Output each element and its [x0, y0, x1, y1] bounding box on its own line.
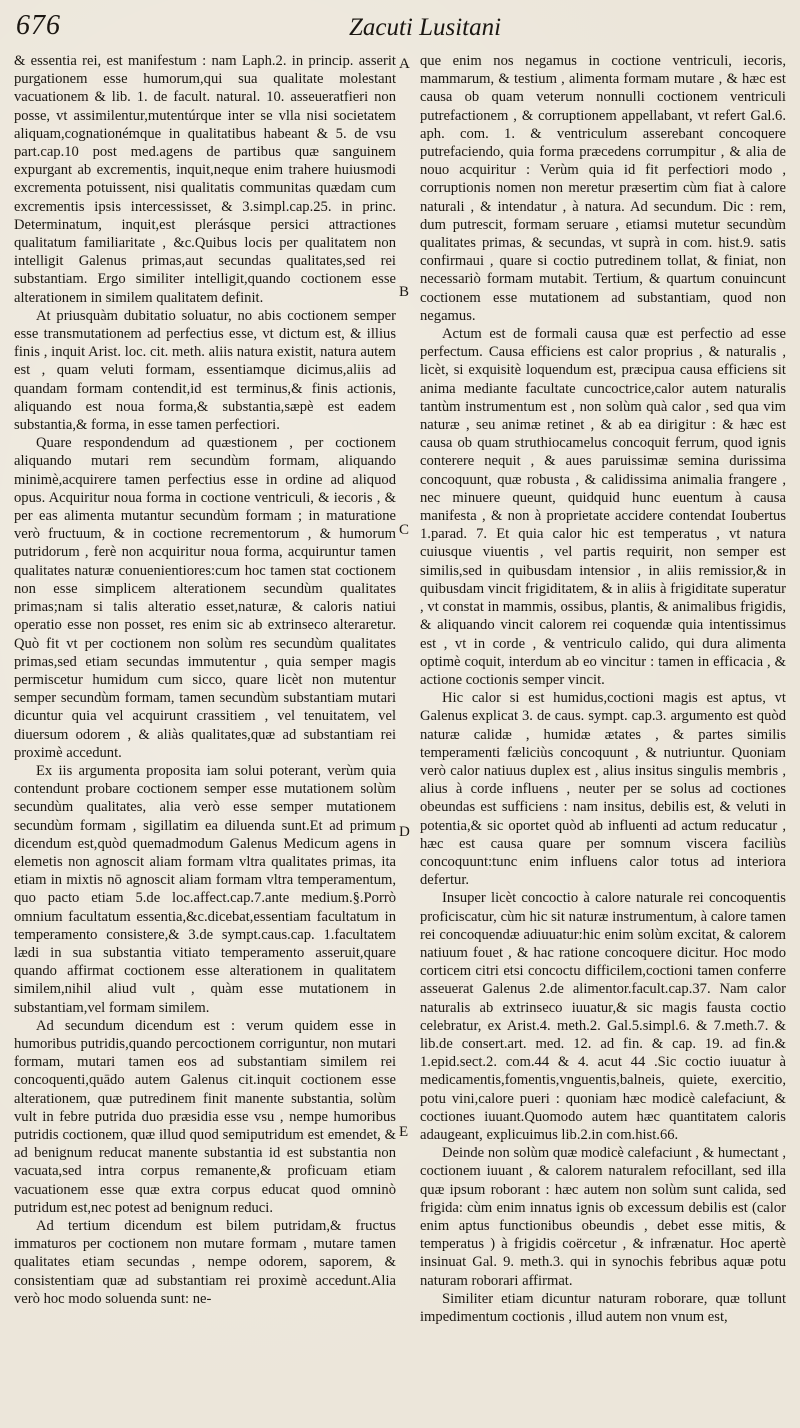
right-text-column: [420, 52, 786, 1424]
paragraph: Hic calor si est humidus,coctioni magis est aptus, vt Galenus explicat 3. de caus. sympt. cap.3. argumento est quòd naturæ calidæ , humidæ ætates , & partes similis temperamenti fæliciùs concoquunt , & nutriuntur. Quoniam verò calor natiuus duplex est , alius insitus singulis membris , alius à corde influens , neuter per se solus ad coctiones obeundas est sufficiens : nam insitus, debilis est, & veluti in potentia,& sic oportet quòd ab influenti ad actum reducatur , hæc est causa quare per somnum viscera faciliùs concoquunt:tunc enim influens calor totus ad interiora defertur.: [420, 690, 786, 889]
paragraph: Ex iis argumenta proposita iam solui poterant, verùm quia contendunt probare coctionem semper esse mutationem solùm secundùm qualitates, alia verò esse semper mutationem secundùm formam , sigillatim ea diluenda sunt.Et ad primum dicendum est,quòd quemadmodum Galenus Medicum agens in elemetis non agnoscit aliam formam vltra qualitates primas, ita etiam in mixtis nō agnoscit aliam formam vltra temperamentum, quo pacto etiam 5.de loc.affect.cap.7.ante medium.§.Porrò omnium facultatum essentia,&c.dicebat,essentiam facultatum in temperamento consistere,& 3.de sympt.caus.cap. 1.facultatem lædi in sua substantia vitiato temperamento asseruit,quare quando affirmat coctionem esse alterationem in qualitatem similem,nihil aliud vult , quàm esse mutationem in substantiam,vel formam similem.: [14, 762, 396, 1016]
paragraph: Insuper licèt concoctio à calore naturale rei concoquentis proficiscatur, cùm hic sit naturæ instrumentum, à calore tamen rei concoquendæ adiuuatur:hic enim solùm excitat, & calorem natiuum fouet , & hac ratione concoquere dicitur. Hoc modo corticem citri etsi concoctu difficilem,coctioni tamen conferre asseuerat Galenus 2.de alimentor.facult.cap.37. Nam calor naturalis ab extrinseco iuuatur,& sic magis fausta coctio celebratur, ex Arist.4. meth.2. Gal.5.simpl.6. & 7.meth.7. & lib.de consert.art. med. 12. ad fin. & cap. 19. ad fin.& 1.epid.sect.2. com.44 & 4. acut 44 .Sic coctio iuuatur à medicamentis,fomentis,vnguentis,balneis, quiete, exercitio, potu vini,calore pueri : quoniam hæc modicè calefaciunt, & coctiones iuuant.Quomodo autem hæc quantitatem caloris adaugeant, explicuimus lib.2.in com.hist.66.: [420, 890, 786, 1143]
paragraph: Quare respondendum ad quæstionem , per coctionem aliquando mutari rem secundùm formam, aliquando minimè,acquirere tamen perfectius esse in ordine ad aliquod opus. Acquiritur noua forma in coctione ventriculi, & iecoris , & per eas alimenta mutantur secundùm formam ; in maturatione verò fructuum, & in coctione recrementorum , & humorum putridorum , ferè non acquiritur noua forma, acquiruntur tamen qualitates naturæ conuenientiores:cum hoc tamen stat coctionem non esse simplicem alterationem secundùm qualitates primas;nam si talis alteratio esset,naturæ, & caloris natiui operatio esse non posset, res enim sic ab extrinseco alteraretur. Quò fit vt per coctionem non solùm res secundùm qualitates primas,sed etiam secundas immutentur , quia semper magis permiscetur humidum cum sicco, quare licèt non mutentur semper secundùm formam, tamen secundùm substantiam mutari dicuntur quia vel acquirunt crassitiem , vel tenuitatem, vel diuersum odorem , & aliàs qualitates,quæ ad substantiam rei proximè accedunt.: [14, 435, 396, 761]
paragraph: & essentia rei, est manifestum : nam Laph.2. in princip. asserit purgationem esse humorum,qui sua qualitate molestant vacuationem & lib. 1. de facult. natural. 10. asseueratfieri non posse, vt assimilentur,mutentúrque inter se vlla nisi societatem aliquam,cognationémque in qualitatibus habeant & 5. de vsu part.cap.10 post med.agens de partibus quæ sanguinem expurgant ab excrementis, inquit,neque enim trahere huiusmodi excrementa potuissent, nisi qualitatis communitas quædam cum excrementis ipsis intercessisset, & 3.simpl.cap.25. in princ. Determinatum, inquit,est plerásque persici attractiones qualitatum familiaritate , &c.Quibus locis per qualitatem non intelligit Galenus primas,aut secundas qualitates,sed rei substantiam. Ergo similiter intelligit,quando coctionem esse alterationem in similem qualitatem definit.: [14, 53, 396, 306]
running-head: Zacuti Lusitani: [348, 14, 502, 41]
margin-letter-e: E: [399, 1124, 409, 1140]
paragraph: que enim nos negamus in coctione ventriculi, iecoris, mammarum, & testium , alimenta formam mutare , & hæc est causa ob quam veterum nonnulli coctionem ventriculi putrefactionem , & corruptionem appellabant, vt refert Gal.6. aph. com. 1. & ventriculum asserebant concoquere putrefaciendo, quia forma præcedens corrumpitur , & alia de nouo acquiritur : Verùm quia id fit perfectiori modo , corruptionis nomen non meretur præsertim cùm fiat à calore naturali , & intendatur , à natura. Ad secundum. Dic : rem, dum putrescit, formam seruare , etiamsi mutetur secundùm qualitates primas, & secundas, vt suprà in com. hist.9. satis confirmaui , quare si coctio putredinem tollat, & finiat, non necessariò formam mutabit. Tertium, & quartum conuincunt coctionem esse mutationem ad substantiam, quod non negamus.: [420, 53, 786, 324]
margin-letter-gutter: [396, 52, 420, 1424]
margin-letter-b: B: [399, 284, 410, 300]
paragraph: Similiter etiam dicuntur naturam roborare, quæ tollunt impedimentum coctionis , illud autem non vnum est,: [420, 1290, 786, 1326]
margin-letter-d: D: [399, 824, 410, 840]
paragraph: At priusquàm dubitatio soluatur, no abis coctionem semper esse transmutationem ad perfectius esse, vt dictum est, & illius finis , inquit Arist. loc. cit. meth. aliis natura existit, natura autem est , quam veluti formam, essentiamque dicimus,aliis ad quandam formam contendit,id est terminus,& finis actionis, aliquando est noua forma,& substantia,sæpè est eadem substantia,& forma, in esse tamen perfectiori.: [14, 307, 396, 434]
page-header: [0, 8, 800, 52]
paragraph: Deinde non solùm quæ modicè calefaciunt , & humectant , coctionem iuuant , & calorem naturalem refocillant, sed illa quæ ipsum roborant : hæc autem non solùm sunt calida, sed frigida: cùm enim innatus ignis ob excessum debilis est (calor enim aptus functionibus obeundis , debet esse mitis, & temperatus ) à frigidis coërcetur , & infrænatur. Hoc apertè insinuat Gal. 9. meth.3. qui in synochis febribus aquæ potu naturam roborari affirmat.: [420, 1145, 786, 1289]
paragraph: Ad tertium dicendum est bilem putridam,& fructus immaturos per coctionem non mutare formam , mutare tamen qualitates etiam secundas , nempe odorem, saporem, & consistentiam quæ ad substantiam rei proximè accedunt.Alia verò hoc modo soluenda sunt: ne-: [14, 1218, 396, 1307]
page-number: 676: [16, 10, 61, 41]
margin-letter-c: C: [399, 522, 410, 538]
left-text-column: [14, 52, 396, 1424]
margin-letter-a: A: [399, 56, 410, 72]
paragraph: Ad secundum dicendum est : verum quidem esse in humoribus putridis,quando percoctionem corriguntur, non mutari formam, mutari tamen eos ad substantiam similem rei concoquenti,quādo autem Galenus cit.inquit coctionem esse alterationem, quæ putredinem finit manente substantia, solùm vult in febre putrida duo præsidia esse vsu , nempe humoribus putridis coctionem, quæ illud quod semiputridum est emendet, & ad benignum reducat manente substantia id est substantia non vacuata,sed intra corpus remanente,& proficuam etiam vacuationem esse quæ extra corpus educat quod omninò putridum est,nec potest ad benignum reduci.: [14, 1017, 396, 1216]
paragraph: Actum est de formali causa quæ est perfectio ad esse perfectum. Causa efficiens est calor proprius , & naturalis , licèt, si exquisitè loquendum est, præcipua causa efficiens sit anima mediante facultate cuncoctrice,calor autem naturalis tantùm instrumentum est , non solùm quà calor , sed qua vim naturæ , seu animæ retinet , & ab ea dirigitur : & hæc est causa ob quam struthiocamelus concoquit ferrum, quod ignis conterere nequit , & aues paruissimæ semina durissima concoquunt, quæ robusta , & calidissima animalia frangere , nec minuere queunt, quidquid hunc euentum à causa manifesta , & non à proprietate accidere contendat Ioubertus 1.parad. 7. Et quia calor hic est temperatus , vt natura cuiusque viuentis , vel partis requirit, non semper est similis,sed in quibusdam intensior , in aliis remissior,& in quibusdam vincit frigiditatem, & in aliis à frigiditate superatur , vt constat in mammis, ossibus, plantis, & animalibus frigidis, & aliquando vincit calorem rei coquendæ quia intentissimus est , vt in corde , & ventriculo calido, qui dura alimenta optimè coquit, interdum ab eo vincitur : tamen in efficacia , & actione coctionis semper vincit.: [420, 326, 786, 688]
